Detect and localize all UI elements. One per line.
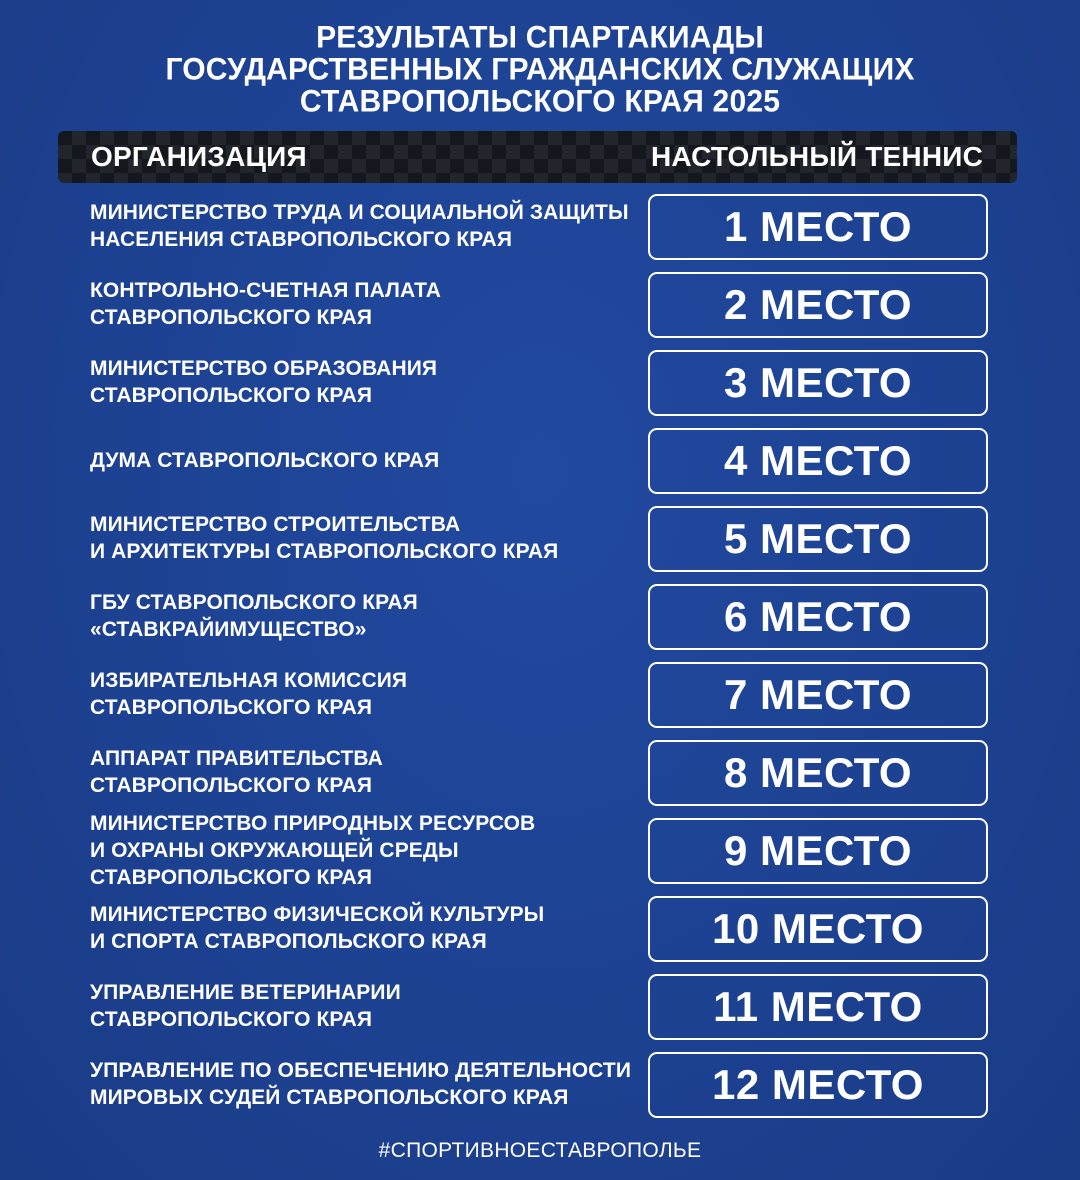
place-badge: 7 МЕСТО xyxy=(648,662,988,728)
organization-name: ГБУ СТАВРОПОЛЬСКОГО КРАЯ «СТАВКРАЙИМУЩЕСТВО» xyxy=(90,591,418,641)
header-organization: ОРГАНИЗАЦИЯ xyxy=(91,141,307,172)
title-line: ГОСУДАРСТВЕННЫХ ГРАЖДАНСКИХ СЛУЖАЩИХ xyxy=(165,52,915,87)
title-line: СТАВРОПОЛЬСКОГО КРАЯ 2025 xyxy=(299,84,781,119)
organization-name: МИНИСТЕРСТВО ФИЗИЧЕСКОЙ КУЛЬТУРЫ И СПОРТА СТАВРОПОЛЬСКОГО КРАЯ xyxy=(90,903,545,953)
table-row xyxy=(0,972,1080,1050)
organization-name: ИЗБИРАТЕЛЬНАЯ КОМИССИЯ СТАВРОПОЛЬСКОГО КРАЯ xyxy=(90,669,408,719)
header-table-tennis: НАСТОЛЬНЫЙ ТЕННИС xyxy=(650,141,983,172)
place-badge: 2 МЕСТО xyxy=(648,272,988,338)
organization-name: МИНИСТЕРСТВО ПРИРОДНЫХ РЕСУРСОВ И ОХРАНЫ ОКРУЖАЮЩЕЙ СРЕДЫ СТАВРОПОЛЬСКОГО КРАЯ xyxy=(90,811,536,889)
place-badge: 5 МЕСТО xyxy=(648,506,988,572)
table-header xyxy=(58,131,1017,183)
table-row xyxy=(0,348,1080,426)
hashtag-footer: #СПОРТИВНОЕСТАВРОПОЛЬЕ xyxy=(378,1139,702,1162)
table-row xyxy=(0,811,1080,894)
organization-name: ДУМА СТАВРОПОЛЬСКОГО КРАЯ xyxy=(90,448,440,472)
table-row xyxy=(0,738,1080,816)
results-list xyxy=(0,192,1080,1128)
place-badge: 4 МЕСТО xyxy=(648,428,988,494)
place-badge: 1 МЕСТО xyxy=(648,194,988,260)
organization-name: УПРАВЛЕНИЕ ВЕТЕРИНАРИИ СТАВРОПОЛЬСКОГО КРАЯ xyxy=(90,981,401,1031)
table-row xyxy=(0,660,1080,738)
table-row xyxy=(0,1050,1080,1128)
organization-name: УПРАВЛЕНИЕ ПО ОБЕСПЕЧЕНИЮ ДЕЯТЕЛЬНОСТИ МИРОВЫХ СУДЕЙ СТАВРОПОЛЬСКОГО КРАЯ xyxy=(90,1059,632,1109)
place-badge: 3 МЕСТО xyxy=(648,350,988,416)
table-row xyxy=(0,504,1080,582)
title-line: РЕЗУЛЬТАТЫ СПАРТАКИАДЫ xyxy=(316,20,764,55)
table-row xyxy=(0,192,1080,270)
place-badge: 9 МЕСТО xyxy=(648,818,988,884)
table-row xyxy=(0,582,1080,660)
organization-name: МИНИСТЕРСТВО СТРОИТЕЛЬСТВА И АРХИТЕКТУРЫ СТАВРОПОЛЬСКОГО КРАЯ xyxy=(90,513,559,563)
table-row xyxy=(0,426,1080,504)
place-badge: 8 МЕСТО xyxy=(648,740,988,806)
place-badge: 11 МЕСТО xyxy=(648,974,988,1040)
organization-name: МИНИСТЕРСТВО ТРУДА И СОЦИАЛЬНОЙ ЗАЩИТЫ НАСЕЛЕНИЯ СТАВРОПОЛЬСКОГО КРАЯ xyxy=(90,201,629,251)
page-title xyxy=(0,22,1080,118)
place-badge: 6 МЕСТО xyxy=(648,584,988,650)
organization-name: КОНТРОЛЬНО-СЧЕТНАЯ ПАЛАТА СТАВРОПОЛЬСКОГО КРАЯ xyxy=(90,279,442,329)
organization-name: МИНИСТЕРСТВО ОБРАЗОВАНИЯ СТАВРОПОЛЬСКОГО КРАЯ xyxy=(90,357,438,407)
table-row xyxy=(0,894,1080,972)
place-badge: 12 МЕСТО xyxy=(648,1052,988,1118)
place-badge: 10 МЕСТО xyxy=(648,896,988,962)
organization-name: АППАРАТ ПРАВИТЕЛЬСТВА СТАВРОПОЛЬСКОГО КРАЯ xyxy=(90,747,383,797)
table-row xyxy=(0,270,1080,348)
